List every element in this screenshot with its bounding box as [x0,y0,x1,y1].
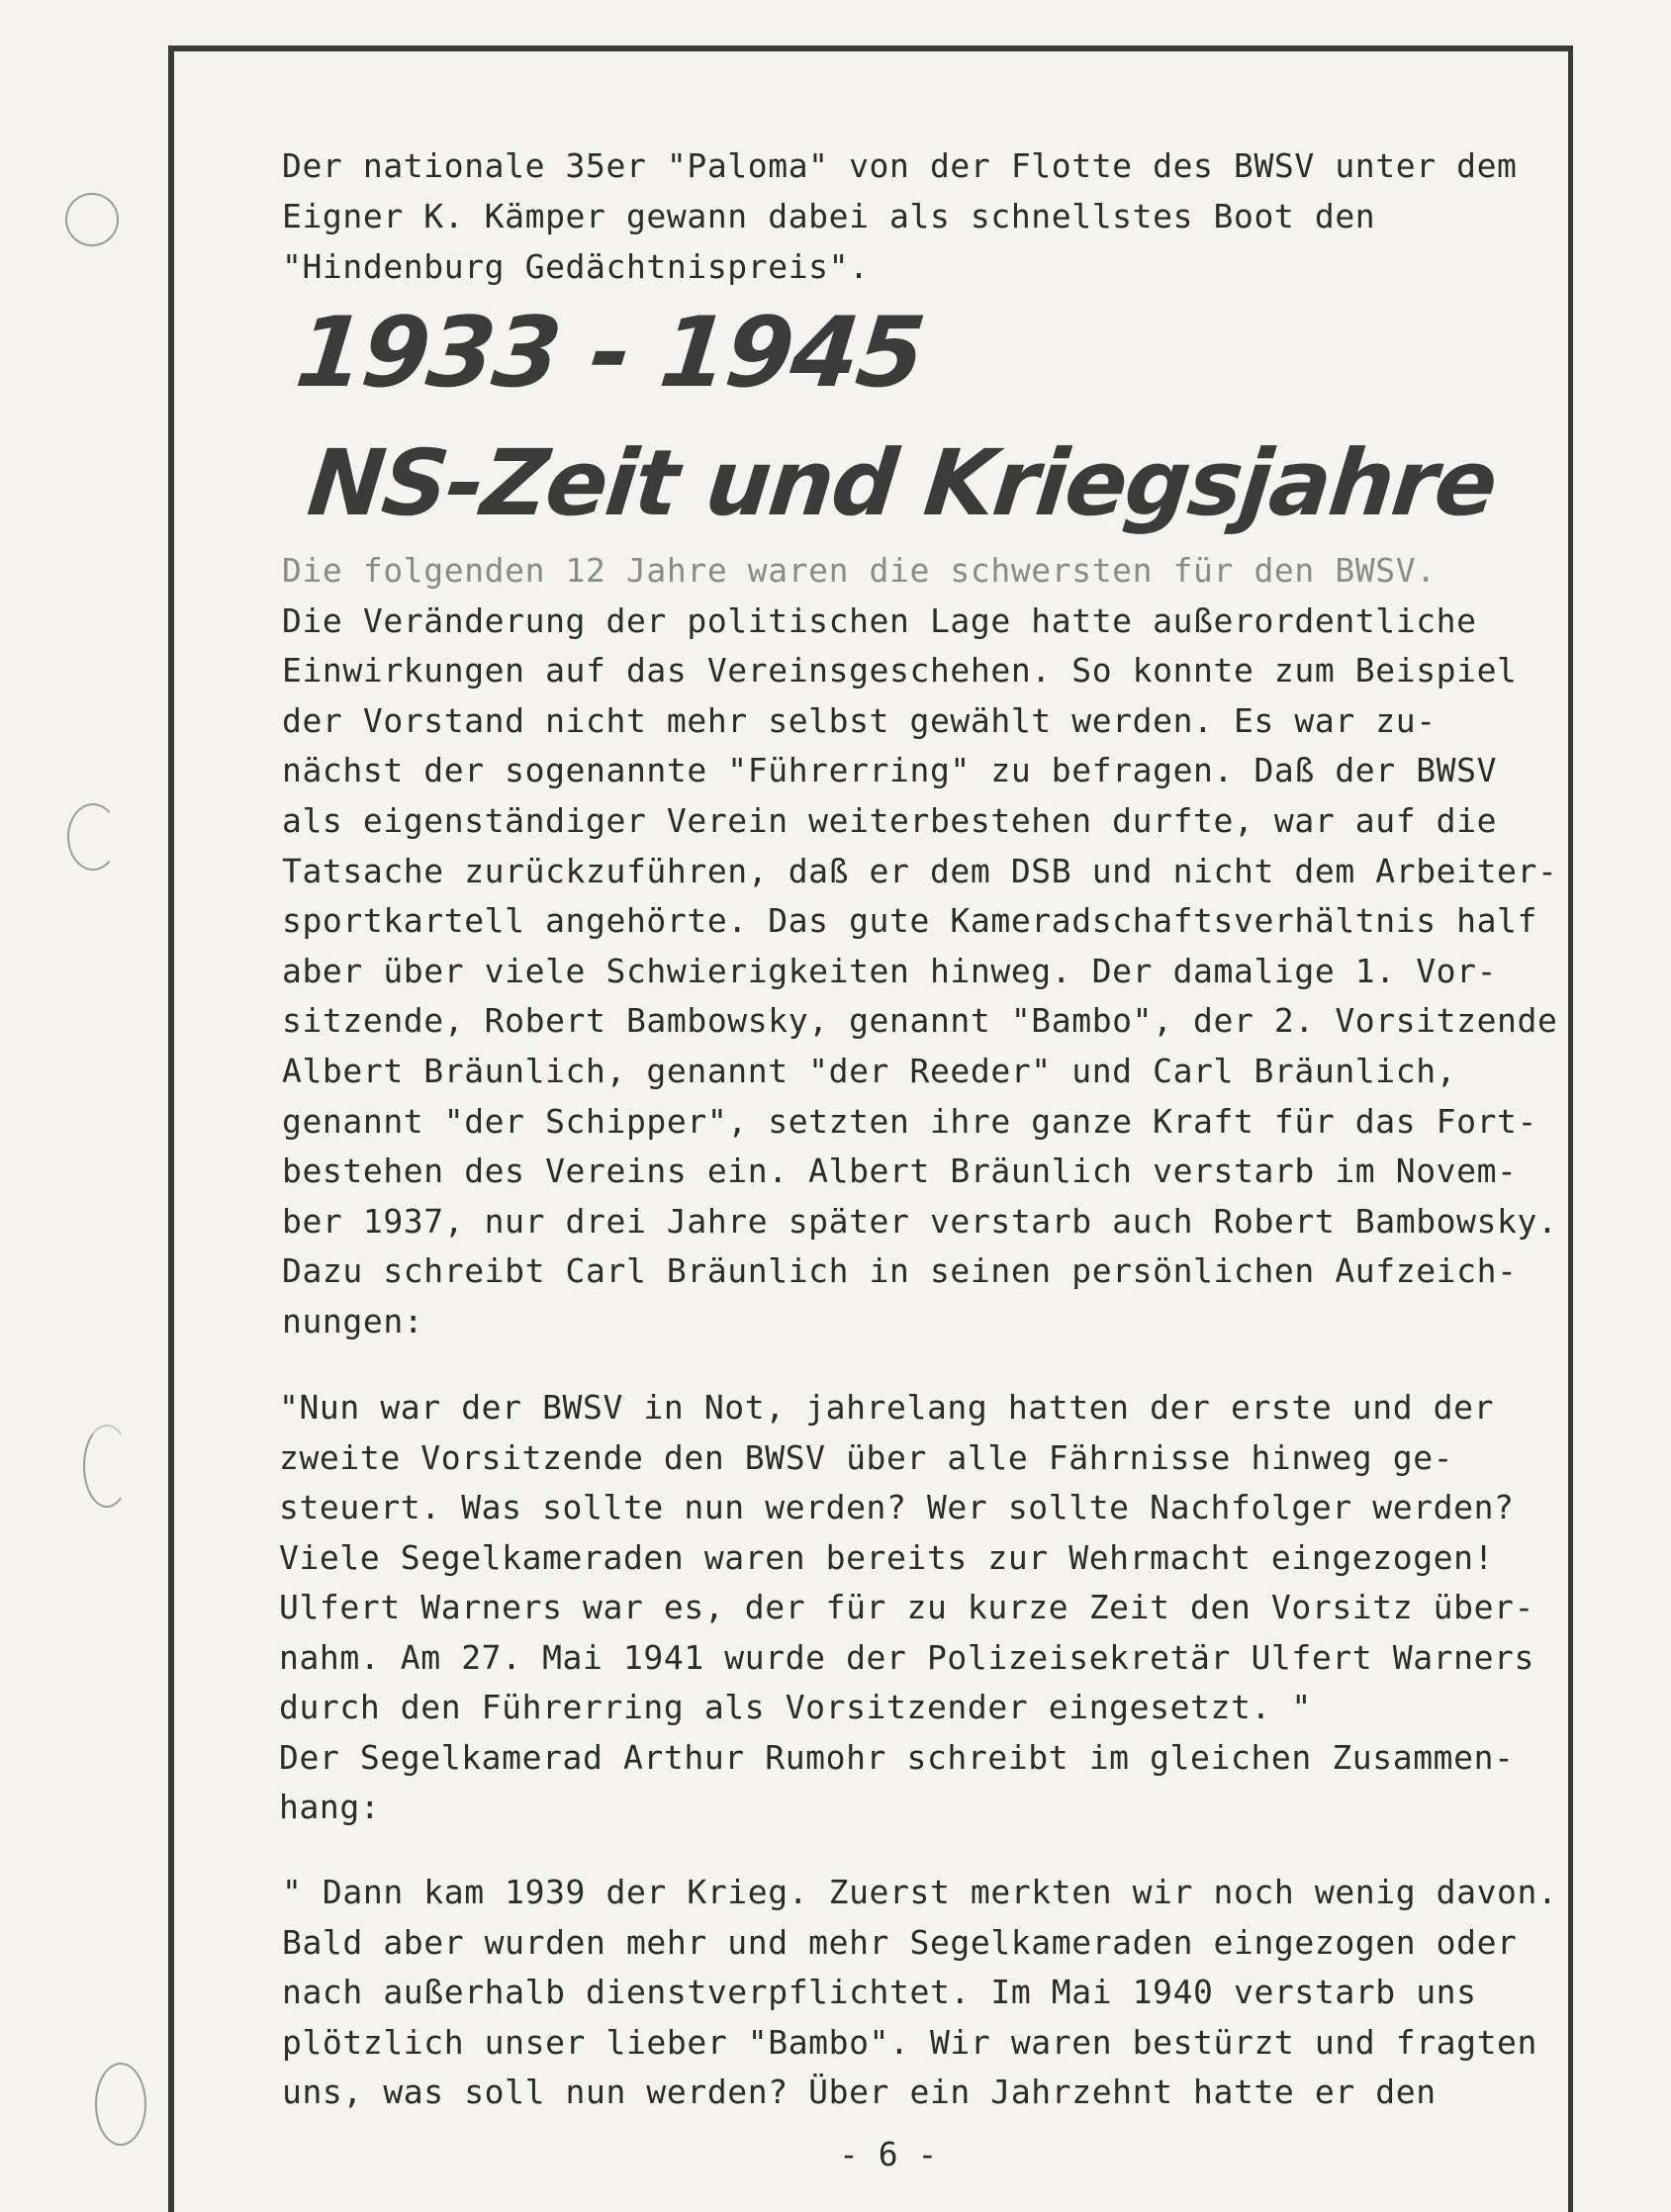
main-paragraph [282,546,1588,1347]
text-line: nach außerhalb dienstverpflichtet. Im Mai 1940 verstarb uns [282,1973,1477,2011]
text-line: als eigenständiger Verein weiterbestehen durfte, war auf die [282,800,1498,840]
intro-paragraph [282,140,1588,292]
text-line: plötzlich unser lieber "Bambo". Wir waren bestürzt und fragten [282,2022,1537,2062]
text-line: nächst der sogenannte "Führerring" zu befragen. Daß der BWSV [282,751,1498,790]
text-line: Ulfert Warners war es, der für zu kurze Zeit den Vorsitz über- [279,1588,1534,1626]
text-line: Die folgenden 12 Jahre waren die schwersten für den BWSV. [282,551,1437,590]
text-line: der Vorstand nicht mehr selbst gewählt werden. Es war zu- [282,700,1437,740]
text-line: ber 1937, nur drei Jahre später verstarb auch Robert Bambowsky. [282,1201,1558,1241]
quote-rumohr [282,1868,1588,2118]
text-line: Der nationale 35er "Paloma" von der Flotte des BWSV unter dem [282,146,1518,185]
text-line: nahm. Am 27. Mai 1941 wurde der Polizeisekretär Ulfert Warners [279,1637,1534,1677]
text-line: sitzende, Robert Bambowsky, genannt "Bambo", der 2. Vorsitzende [282,1001,1558,1041]
text-line: bestehen des Vereins ein. Albert Bräunlich verstarb im Novem- [282,1152,1518,1191]
text-line: " Dann kam 1939 der Krieg. Zuerst merkten wir noch wenig davon. [282,1873,1558,1911]
punch-hole [83,1425,131,1508]
page-number: - 6 - [839,2135,938,2173]
text-line: "Hindenburg Gedächtnispreis". [282,247,870,286]
text-line: Der Segelkamerad Arthur Rumohr schreibt im gleichen Zusammen- [279,1737,1515,1777]
text-line: "Nun war der BWSV in Not, jahrelang hatten der erste und der [279,1388,1495,1427]
punch-hole [67,803,119,871]
text-line: Albert Bräunlich, genannt "der Reeder" und Carl Bräunlich, [282,1051,1457,1090]
text-line: steuert. Was sollte nun werden? Wer sollte Nachfolger werden? [279,1488,1515,1526]
text-line: nungen: [282,1301,424,1340]
text-line: hang: [279,1788,381,1826]
text-line: durch den Führerring als Vorsitzender eingesetzt. " [279,1688,1312,1726]
text-line: zweite Vorsitzende den BWSV über alle Fährnisse hinweg ge- [279,1437,1454,1477]
text-line: genannt "der Schipper", setzten ihre ganze Kraft für das Fort- [282,1101,1537,1141]
text-line: uns, was soll nun werden? Über ein Jahrzehnt hatte er den [282,2073,1437,2111]
text-line: Tatsache zurückzuführen, daß er dem DSB und nicht dem Arbeiter- [282,851,1558,890]
punch-hole [65,193,119,246]
text-line: Eigner K. Kämper gewann dabei als schnellstes Boot den [282,197,1376,235]
heading-years: 1933 - 1945 [291,297,929,410]
punch-hole [95,2063,146,2146]
text-line: Viele Segelkameraden waren bereits zur Wehrmacht eingezogen! [279,1537,1495,1577]
text-line: Bald aber wurden mehr und mehr Segelkameraden eingezogen oder [282,1922,1518,1962]
text-line: Die Veränderung der politischen Lage hatte außerordentliche [282,600,1477,640]
text-line: Dazu schreibt Carl Bräunlich in seinen persönlichen Aufzeich- [282,1251,1518,1291]
text-line: aber über viele Schwierigkeiten hinweg. Der damalige 1. Vor- [282,951,1498,990]
text-line: sportkartell angehörte. Das gute Kameradschaftsverhältnis half [282,901,1537,941]
heading-title: NS-Zeit und Kriegsjahre [303,430,1501,536]
text-line: Einwirkungen auf das Vereinsgeschehen. So konnte zum Beispiel [282,651,1518,691]
quote-warners [279,1383,1585,1833]
